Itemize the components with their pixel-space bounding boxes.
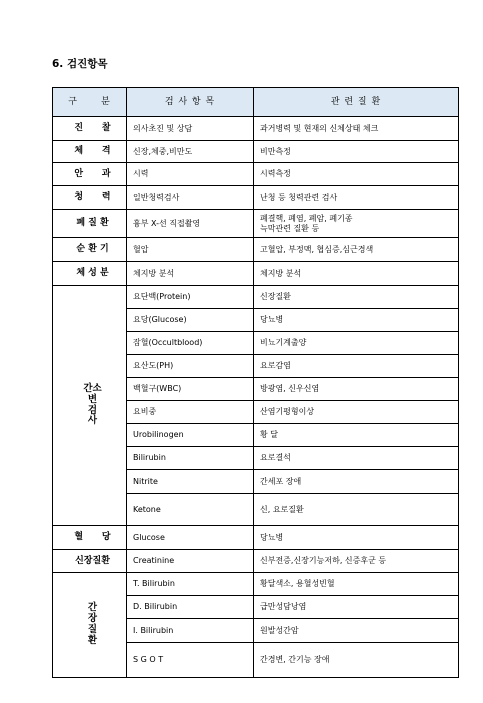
table-row [53,573,459,596]
related-disease-cell: 요로결석 [254,447,459,470]
related-disease-cell: 원발성간암 [254,619,459,643]
table-row [53,550,459,573]
table-row [53,141,459,163]
exam-item-cell: Ketone [127,494,254,526]
related-disease-cell: 요로감염 [254,355,459,378]
related-disease-cell: 방광염, 신우신염 [254,378,459,401]
related-disease-cell: 체지방 분석 [254,262,459,286]
related-disease-cell: 비만측정 [254,141,459,163]
category-cell: 안 과 [53,163,127,186]
related-disease-cell: 고혈압, 부정맥, 협심증,심근경색 [254,238,459,262]
exam-item-cell: Bilirubin [127,447,254,470]
exam-item-cell: 백혈구(WBC) [127,378,254,401]
related-disease-cell: 과거병력 및 현재의 신체상태 체크 [254,117,459,141]
related-disease-cell: 간경변, 간기능 장애 [254,643,459,678]
category-cell: 혈 당 [53,526,127,550]
table-row [53,210,459,238]
exam-item-cell: D. Bilirubin [127,596,254,619]
table-row [53,262,459,286]
exam-item-cell: 일반청력검사 [127,186,254,210]
related-disease-cell: 산염기평형이상 [254,401,459,424]
exam-item-cell: I. Bilirubin [127,619,254,643]
table-header-row [53,88,459,117]
category-cell: 순 환 기 [53,238,127,262]
exam-item-cell: Creatinine [127,550,254,573]
exam-item-cell: 잠혈(Occultblood) [127,332,254,355]
related-disease-cell: 비뇨기계출양 [254,332,459,355]
exam-item-cell: 체지방 분석 [127,262,254,286]
category-cell-urinalysis: 간소 변 검 사 [53,286,127,526]
related-disease-cell: 신, 요로질환 [254,494,459,526]
exam-item-cell: T. Bilirubin [127,573,254,596]
section-title: 6. 검진항목 [52,58,108,70]
table-row [53,526,459,550]
exam-item-cell: 요비중 [127,401,254,424]
exam-item-cell: 요산도(PH) [127,355,254,378]
related-disease-cell: 간세포 장애 [254,470,459,494]
header-exam-item: 검 사 항 목 [127,88,254,117]
related-disease-cell: 황 달 [254,424,459,447]
related-disease-cell: 당뇨병 [254,526,459,550]
table-row [53,117,459,141]
table-row [53,238,459,262]
related-disease-cell: 폐결핵, 폐염, 폐암, 폐기종 늑막관련 질환 등 [254,210,459,238]
exam-item-cell: Urobilinogen [127,424,254,447]
header-related-disease: 관 련 질 환 [254,88,459,117]
category-cell: 폐 질 환 [53,210,127,238]
category-cell-liver: 간 장 질 환 [53,573,127,678]
table-row [53,163,459,186]
exam-items-table [52,87,459,678]
exam-item-cell: Nitrite [127,470,254,494]
table-row [53,186,459,210]
related-disease-cell: 황달색소, 용혈성빈혈 [254,573,459,596]
exam-item-cell: Glucose [127,526,254,550]
related-disease-cell: 난청 등 청력관련 검사 [254,186,459,210]
category-cell: 체 격 [53,141,127,163]
exam-item-cell: 흉부 X-선 직접촬영 [127,210,254,238]
exam-item-cell: 의사초진 및 상담 [127,117,254,141]
exam-item-cell: 요당(Glucose) [127,309,254,332]
exam-item-cell: 시력 [127,163,254,186]
exam-item-cell: 요단백(Protein) [127,286,254,309]
exam-item-cell: S G O T [127,643,254,678]
related-disease-cell: 신부전증,신장기능저하, 신증후군 등 [254,550,459,573]
related-disease-cell: 시력측정 [254,163,459,186]
related-disease-cell: 신장질환 [254,286,459,309]
category-cell: 체 성 분 [53,262,127,286]
related-disease-cell: 급만성담낭염 [254,596,459,619]
category-cell: 청 력 [53,186,127,210]
category-cell: 진 찰 [53,117,127,141]
exam-item-cell: 신장,체중,비만도 [127,141,254,163]
exam-item-cell: 혈압 [127,238,254,262]
category-cell: 신장질환 [53,550,127,573]
table-row [53,286,459,309]
related-disease-cell: 당뇨병 [254,309,459,332]
header-category: 구 분 [53,88,127,117]
